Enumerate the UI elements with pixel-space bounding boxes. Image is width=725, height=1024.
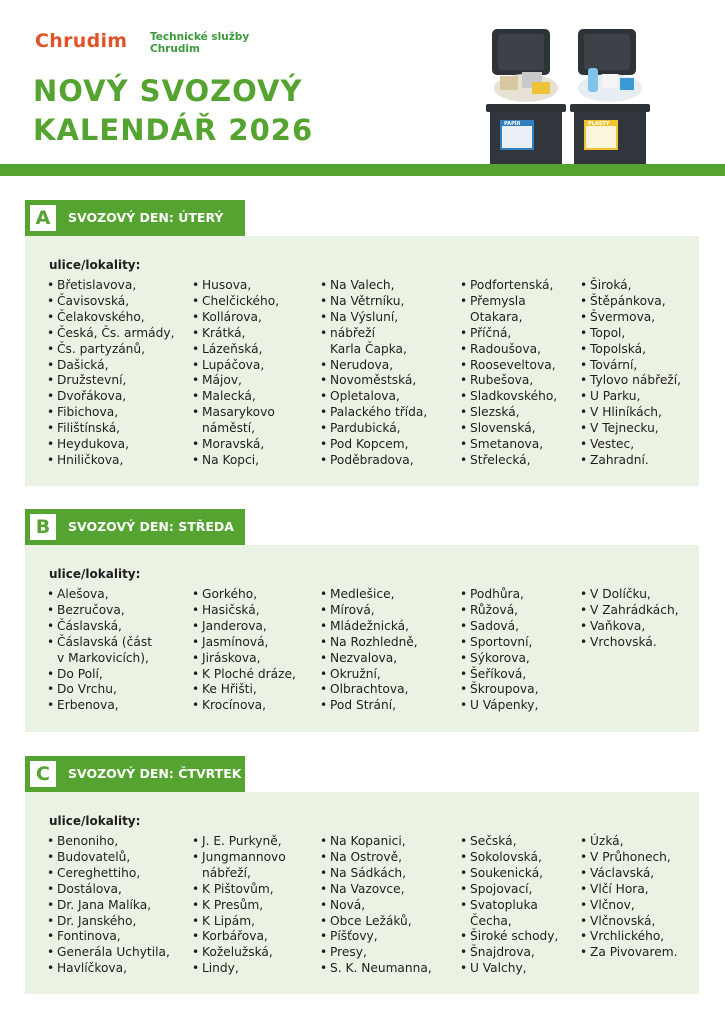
street-item: • U Parku,: [580, 389, 681, 405]
street-column: [192, 278, 279, 469]
street-item: • Rooseveltova,: [460, 358, 557, 374]
street-item: • Na Kopanici,: [320, 834, 432, 850]
street-item: • Husova,: [192, 278, 279, 294]
street-item: • Slezská,: [460, 405, 557, 421]
street-item: • nábřeží: [320, 326, 427, 342]
street-item: • Podfortenská,: [460, 278, 557, 294]
street-item: • Opletalova,: [320, 389, 427, 405]
street-item: • K Pištovům,: [192, 882, 286, 898]
street-item: • U Vápenky,: [460, 698, 538, 714]
street-item: nábřeží,: [202, 865, 251, 880]
page-title: [33, 72, 313, 150]
streets-label: ulice/lokality:: [49, 567, 141, 581]
street-item: • Novoměstská,: [320, 373, 427, 389]
street-item: • J. E. Purkyně,: [192, 834, 286, 850]
street-column: [580, 587, 679, 651]
street-item: • Dvořákova,: [47, 389, 174, 405]
street-item: • Břetislavova,: [47, 278, 174, 294]
street-item: • Švermova,: [580, 310, 681, 326]
title-line1: NOVÝ SVOZOVÝ: [33, 74, 303, 108]
street-item: • Dr. Jana Malíka,: [47, 898, 170, 914]
street-item: • Alešova,: [47, 587, 152, 603]
section-letter: B: [30, 514, 56, 540]
paper-bin-icon: [486, 29, 566, 164]
street-item: • Mládežnická,: [320, 619, 418, 635]
street-list-panel: [25, 545, 699, 732]
header-divider: [0, 164, 725, 176]
street-item: • Čelakovského,: [47, 310, 174, 326]
streets-label: ulice/lokality:: [49, 814, 141, 828]
street-item: • U Valchy,: [460, 961, 558, 977]
street-item: • Pod Kopcem,: [320, 437, 427, 453]
street-item: • Tylovo nábřeží,: [580, 373, 681, 389]
street-item: • Střelecká,: [460, 453, 557, 469]
street-item: • K Presům,: [192, 898, 286, 914]
street-item: • Chelčického,: [192, 294, 279, 310]
street-item: • Okružní,: [320, 667, 418, 683]
street-item: • Na Kopci,: [192, 453, 279, 469]
street-item: • Lindy,: [192, 961, 286, 977]
street-list-panel: [25, 236, 699, 486]
street-item: • Na Sádkách,: [320, 866, 432, 882]
street-item: • Krátká,: [192, 326, 279, 342]
street-item: • Vlčnov,: [580, 898, 678, 914]
street-item: • Šnajdrova,: [460, 945, 558, 961]
street-column: [47, 278, 174, 469]
street-item: • Slovenská,: [460, 421, 557, 437]
street-item: • Vlčnovská,: [580, 914, 678, 930]
section-title: SVOZOVÝ DEN: ČTVRTEK: [68, 766, 242, 781]
street-item: • Dašická,: [47, 358, 174, 374]
street-item: • Zahradní.: [580, 453, 681, 469]
street-item: • Topolská,: [580, 342, 681, 358]
street-item: • Rubešova,: [460, 373, 557, 389]
street-item: • Krocínova,: [192, 698, 296, 714]
street-item: Čecha,: [470, 913, 512, 928]
street-item: • Fibichova,: [47, 405, 174, 421]
street-item: • Jasmínová,: [192, 635, 296, 651]
ts-logo-line2: Chrudim: [150, 43, 200, 55]
street-item: • Šeříková,: [460, 667, 538, 683]
street-item: • Poděbradova,: [320, 453, 427, 469]
street-item: • Sadová,: [460, 619, 538, 635]
section-letter: C: [30, 761, 56, 787]
street-item: • Úzká,: [580, 834, 678, 850]
street-item: • Široká,: [580, 278, 681, 294]
street-item: • Benoniho,: [47, 834, 170, 850]
street-item: • Kollárova,: [192, 310, 279, 326]
section-header: [25, 200, 245, 236]
street-item: • Sýkorova,: [460, 651, 538, 667]
street-item: • Nerudova,: [320, 358, 427, 374]
street-item: • Presy,: [320, 945, 432, 961]
street-item: • Ke Hřišti,: [192, 682, 296, 698]
plastic-bin-icon: [570, 29, 650, 164]
street-item: • Příčná,: [460, 326, 557, 342]
street-item: • Na Větrníku,: [320, 294, 427, 310]
street-item: • Masarykovo: [192, 405, 279, 421]
street-item: • Vestec,: [580, 437, 681, 453]
street-item: • Čáslavská (část: [47, 635, 152, 651]
street-item: • K Ploché dráze,: [192, 667, 296, 683]
street-item: • S. K. Neumanna,: [320, 961, 432, 977]
waste-bins-illustration: [478, 26, 658, 164]
street-column: [320, 278, 427, 469]
street-item: • Jungmannovo: [192, 850, 286, 866]
street-item: • Za Pivovarem.: [580, 945, 678, 961]
street-item: • Pod Strání,: [320, 698, 418, 714]
street-column: [192, 587, 296, 714]
street-item: • Cereghettiho,: [47, 866, 170, 882]
street-item: Otakara,: [470, 309, 523, 324]
street-item: • Korbářova,: [192, 929, 286, 945]
street-item: • Na Ostrově,: [320, 850, 432, 866]
ts-logo-line1: Technické služby: [150, 31, 250, 43]
street-item: • Čs. partyzánů,: [47, 342, 174, 358]
street-item: • V Tejnecku,: [580, 421, 681, 437]
street-column: [580, 834, 678, 961]
section-header: [25, 756, 245, 792]
street-item: • Družstevní,: [47, 373, 174, 389]
street-item: • Generála Uchytila,: [47, 945, 170, 961]
street-item: • Olbrachtova,: [320, 682, 418, 698]
street-item: • Lupáčova,: [192, 358, 279, 374]
street-item: • Česká, Čs. armády,: [47, 326, 174, 342]
street-item: • Hasičská,: [192, 603, 296, 619]
street-list-panel: [25, 792, 699, 994]
street-column: [320, 587, 418, 714]
street-item: • Havlíčkova,: [47, 961, 170, 977]
street-item: • Dostálova,: [47, 882, 170, 898]
street-item: • Sladkovského,: [460, 389, 557, 405]
street-item: • Soukenická,: [460, 866, 558, 882]
street-item: • Škroupova,: [460, 682, 538, 698]
paper-bin-label: PAPÍR: [504, 121, 521, 127]
street-item: • Májov,: [192, 373, 279, 389]
street-column: [580, 278, 681, 469]
street-item: • Václavská,: [580, 866, 678, 882]
street-item: • Koželužská,: [192, 945, 286, 961]
street-item: Karla Čapka,: [330, 341, 407, 356]
street-item: • Svatopluka: [460, 898, 558, 914]
street-item: • Bezručova,: [47, 603, 152, 619]
street-item: • Medlešice,: [320, 587, 418, 603]
street-item: • Spojovací,: [460, 882, 558, 898]
section-header: [25, 509, 245, 545]
street-item: • Jiráskova,: [192, 651, 296, 667]
street-item: • Mírová,: [320, 603, 418, 619]
street-item: • Sečská,: [460, 834, 558, 850]
street-item: v Markovicích),: [57, 650, 149, 665]
street-item: • Štěpánkova,: [580, 294, 681, 310]
street-item: • Sportovní,: [460, 635, 538, 651]
street-item: • Smetanova,: [460, 437, 557, 453]
street-item: • Obce Ležáků,: [320, 914, 432, 930]
street-item: • V Průhonech,: [580, 850, 678, 866]
street-column: [320, 834, 432, 977]
title-line2: KALENDÁŘ 2026: [33, 113, 314, 147]
street-item: • K Lipám,: [192, 914, 286, 930]
street-item: • Palackého třída,: [320, 405, 427, 421]
street-column: [460, 834, 558, 977]
street-item: • Nezvalova,: [320, 651, 418, 667]
street-item: • Na Vazovce,: [320, 882, 432, 898]
street-column: [47, 834, 170, 977]
street-item: • V Hliníkách,: [580, 405, 681, 421]
section-title: SVOZOVÝ DEN: ÚTERÝ: [68, 210, 224, 225]
street-item: • Čáslavská,: [47, 619, 152, 635]
street-column: [460, 278, 557, 469]
street-item: • Růžová,: [460, 603, 538, 619]
street-item: náměstí,: [202, 421, 255, 436]
street-item: • Vrchlického,: [580, 929, 678, 945]
street-item: • Vlčí Hora,: [580, 882, 678, 898]
street-item: • Na Valech,: [320, 278, 427, 294]
street-item: • Vrchovská.: [580, 635, 679, 651]
street-item: • Hniličkova,: [47, 453, 174, 469]
street-item: • Heydukova,: [47, 437, 174, 453]
street-item: • Budovatelů,: [47, 850, 170, 866]
street-item: • Na Výsluní,: [320, 310, 427, 326]
section-title: SVOZOVÝ DEN: STŘEDA: [68, 519, 234, 534]
street-item: • Janderova,: [192, 619, 296, 635]
street-item: • Gorkého,: [192, 587, 296, 603]
street-item: • Moravská,: [192, 437, 279, 453]
street-item: • Filištínská,: [47, 421, 174, 437]
street-item: • Dr. Janského,: [47, 914, 170, 930]
street-item: • Vaňkova,: [580, 619, 679, 635]
street-item: • Nová,: [320, 898, 432, 914]
street-item: • Čavisovská,: [47, 294, 174, 310]
street-item: • V Dolíčku,: [580, 587, 679, 603]
street-item: • Tovární,: [580, 358, 681, 374]
street-item: • Píšťovy,: [320, 929, 432, 945]
streets-label: ulice/lokality:: [49, 258, 141, 272]
street-column: [460, 587, 538, 714]
street-item: • Erbenova,: [47, 698, 152, 714]
street-item: • Malecká,: [192, 389, 279, 405]
street-item: • Topol,: [580, 326, 681, 342]
street-item: • Lázeňská,: [192, 342, 279, 358]
street-item: • Fontinova,: [47, 929, 170, 945]
street-item: • Podhůra,: [460, 587, 538, 603]
street-item: • Do Polí,: [47, 667, 152, 683]
street-column: [192, 834, 286, 977]
plastic-bin-label: PLASTY: [588, 121, 610, 127]
street-item: • Široké schody,: [460, 929, 558, 945]
street-item: • Radoušova,: [460, 342, 557, 358]
street-column: [47, 587, 152, 714]
street-item: • Pardubická,: [320, 421, 427, 437]
street-item: • Přemysla: [460, 294, 557, 310]
technicke-sluzby-logo: [150, 31, 249, 55]
chrudim-logo: Chrudim: [35, 30, 128, 52]
street-item: • V Zahrádkách,: [580, 603, 679, 619]
street-item: • Do Vrchu,: [47, 682, 152, 698]
section-letter: A: [30, 205, 56, 231]
street-item: • Sokolovská,: [460, 850, 558, 866]
street-item: • Na Rozhledně,: [320, 635, 418, 651]
